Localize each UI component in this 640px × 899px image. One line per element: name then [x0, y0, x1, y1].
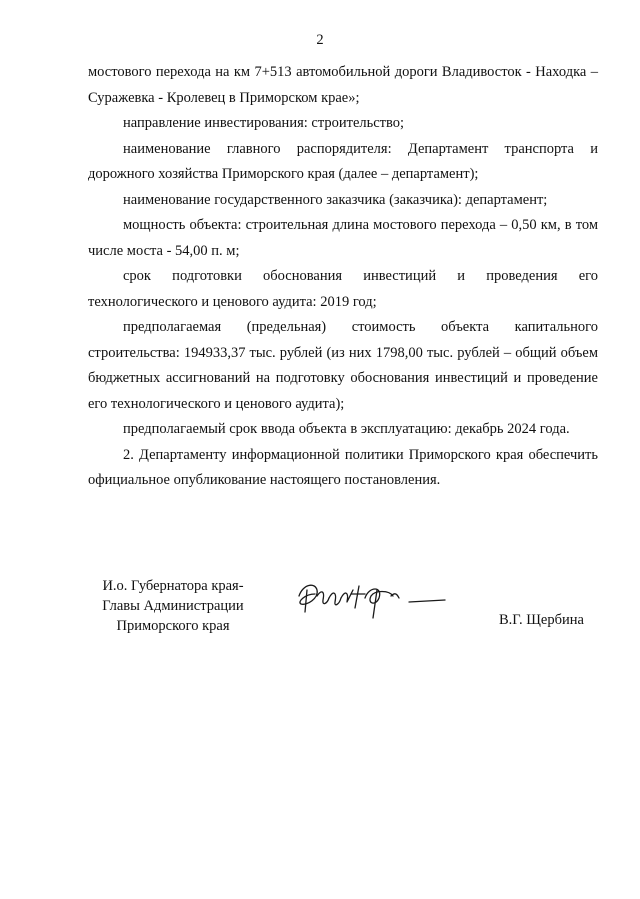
paragraph-commissioning-date: предполагаемый срок ввода объекта в эксплуатацию: декабрь 2024 года.: [123, 421, 570, 437]
paragraph-object-capacity: мощность объекта: строительная длина мостового перехода – 0,50 км, в том числе моста - 54,00 п. м;: [88, 217, 598, 259]
page-number: 2: [316, 32, 324, 48]
signatory-title-line: И.о. Губернатора края-: [102, 578, 244, 594]
signatory-title: [88, 576, 258, 636]
paragraph-publication-order: 2. Департаменту информационной политики Приморского края обеспечить официальное опубликование настоящего постановления.: [88, 446, 598, 488]
paragraph-chief-administrator: наименование главного распорядителя: Департамент транспорта и дорожного хозяйства Приморского края (далее – департамент);: [88, 140, 598, 182]
signatory-title-line: Приморского края: [116, 618, 230, 634]
paragraph-investment-direction: направление инвестирования: строительство;: [123, 115, 405, 131]
document-body: [88, 60, 598, 494]
paragraph-preparation-term: срок подготовки обоснования инвестиций и проведения его технологического и ценового аудита: 2019 год;: [88, 268, 598, 310]
handwritten-signature: [293, 576, 453, 622]
paragraph-estimated-cost: предполагаемая (предельная) стоимость объекта капитального строительства: 194933,37 тыс. рублей (из них 1798,00 тыс. рублей – общий объем бюджетных ассигнований на подготовку обоснования инвестиций и проведение его технологического и ценового аудита);: [88, 319, 598, 412]
signatory-name: В.Г. Щербина: [499, 612, 584, 628]
signature-block: [88, 576, 608, 636]
paragraph-state-customer: наименование государственного заказчика (заказчика): департамент;: [123, 191, 548, 208]
signatory-title-line: Главы Администрации: [102, 598, 244, 614]
paragraph-project-name: мостового перехода на км 7+513 автомобильной дороги Владивосток - Находка – Суражевка - Кролевец в Приморском крае»;: [88, 64, 598, 106]
